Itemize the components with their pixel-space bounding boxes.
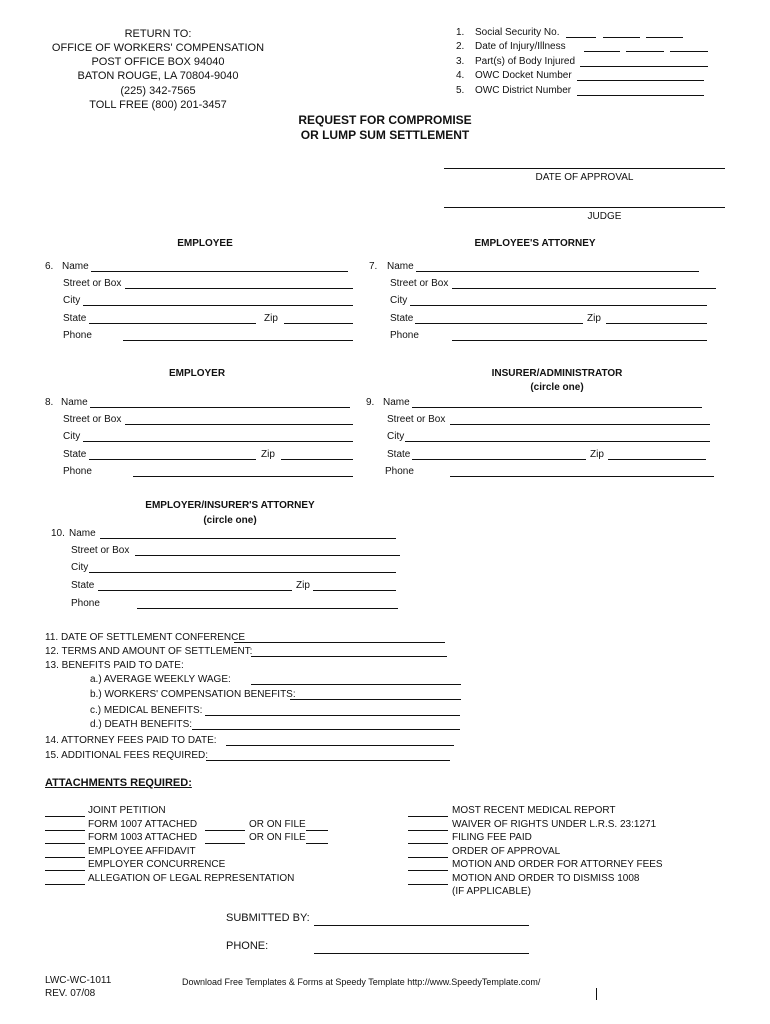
employee-attorney-city-field[interactable] (410, 305, 707, 306)
name-label: Name (61, 397, 88, 408)
injury-year-field[interactable] (670, 51, 708, 52)
benefits-paid-label: 13. BENEFITS PAID TO DATE: (45, 660, 184, 671)
field-num: 8. (45, 397, 54, 408)
toll-free-phone: TOLL FREE (800) 201-3457 (89, 99, 227, 111)
form-title-line1: REQUEST FOR COMPROMISE (298, 113, 472, 127)
body-parts-label: Part(s) of Body Injured (475, 56, 576, 67)
settlement-conference-label: 11. DATE OF SETTLEMENT CONFERENCE (45, 632, 246, 643)
field-num: 6. (45, 261, 54, 272)
city-state-zip: BATON ROUGE, LA 70804-9040 (77, 70, 239, 82)
insurer-phone-field[interactable] (450, 476, 714, 477)
attachment-label: EMPLOYEE AFFIDAVIT (88, 846, 196, 857)
state-label: State (63, 313, 87, 324)
zip-label: Zip (587, 313, 601, 324)
attachment-check-field[interactable] (45, 884, 85, 885)
attachment-check-field[interactable] (45, 857, 85, 858)
employee-attorney-heading: EMPLOYEE'S ATTORNEY (474, 238, 596, 249)
office-name: OFFICE OF WORKERS' COMPENSATION (51, 42, 265, 54)
attachment-label: WAIVER OF RIGHTS UNDER L.R.S. 23:1271 (452, 819, 657, 830)
attachment-check-field[interactable] (408, 884, 448, 885)
attachment-label: FORM 1007 ATTACHED (88, 819, 198, 830)
po-box: POST OFFICE BOX 94040 (91, 56, 225, 68)
phone-label: Phone (385, 466, 414, 477)
attachment-check-field[interactable] (408, 843, 448, 844)
attachment-label: FILING FEE PAID (452, 832, 532, 843)
ssn-field-3[interactable] (646, 37, 683, 38)
date-of-approval-field[interactable] (444, 168, 725, 169)
settlement-terms-field[interactable] (251, 656, 447, 657)
phone-label: Phone (71, 598, 100, 609)
attachment-check-field[interactable] (45, 830, 85, 831)
employer-attorney-circle-one: (circle one) (203, 515, 257, 526)
field-num: 10. (51, 528, 65, 539)
employee-city-field[interactable] (83, 305, 353, 306)
insurer-state-field[interactable] (412, 459, 586, 460)
city-label: City (63, 295, 81, 306)
on-file-label: OR ON FILE (249, 819, 306, 830)
employer-attorney-city-field[interactable] (89, 572, 396, 573)
district-number-label: OWC District Number (475, 85, 572, 96)
submitted-by-field[interactable] (314, 925, 529, 926)
field-num: 2. (456, 41, 465, 52)
street-label: Street or Box (63, 414, 122, 425)
weekly-wage-label: a.) AVERAGE WEEKLY WAGE: (90, 674, 231, 685)
additional-fees-field[interactable] (206, 760, 450, 761)
state-label: State (63, 449, 87, 460)
zip-label: Zip (590, 449, 604, 460)
state-label: State (390, 313, 414, 324)
employee-attorney-street-field[interactable] (452, 288, 716, 289)
field-num: 7. (369, 261, 378, 272)
attachment-check-field[interactable] (45, 816, 85, 817)
attachment-label: EMPLOYER CONCURRENCE (88, 859, 226, 870)
on-file-check-field[interactable] (306, 843, 328, 844)
injury-day-field[interactable] (626, 51, 664, 52)
field-num: 9. (366, 397, 375, 408)
wc-benefits-label: b.) WORKERS' COMPENSATION BENEFITS: (90, 689, 296, 700)
on-file-label: OR ON FILE (249, 832, 306, 843)
form-title-line2: OR LUMP SUM SETTLEMENT (300, 128, 470, 142)
settlement-conference-field[interactable] (234, 642, 445, 643)
name-label: Name (69, 528, 96, 539)
ssn-field-1[interactable] (566, 37, 596, 38)
state-label: State (387, 449, 411, 460)
docket-number-label: OWC Docket Number (475, 70, 572, 81)
employer-zip-field[interactable] (281, 459, 353, 460)
wc-benefits-field[interactable] (290, 699, 461, 700)
employee-name-field[interactable] (91, 271, 348, 272)
phone-label: Phone (63, 330, 92, 341)
attachment-check-field[interactable] (45, 870, 85, 871)
name-label: Name (62, 261, 89, 272)
form-revision: REV. 07/08 (45, 988, 96, 999)
phone-label: Phone (390, 330, 419, 341)
street-label: Street or Box (63, 278, 122, 289)
medical-benefits-field[interactable] (205, 715, 460, 716)
additional-fees-label: 15. ADDITIONAL FEES REQUIRED: (45, 750, 209, 761)
return-to-label: RETURN TO: (124, 28, 192, 40)
attachment-note: (IF APPLICABLE) (452, 886, 531, 897)
employer-attorney-street-field[interactable] (135, 555, 400, 556)
attorney-fees-label: 14. ATTORNEY FEES PAID TO DATE: (45, 735, 217, 746)
employee-state-field[interactable] (89, 323, 256, 324)
ssn-field-2[interactable] (603, 37, 640, 38)
attachment-label: ORDER OF APPROVAL (452, 846, 561, 857)
attachment-label: MOTION AND ORDER FOR ATTORNEY FEES (452, 859, 663, 870)
attachment-label: FORM 1003 ATTACHED (88, 832, 198, 843)
settlement-terms-label: 12. TERMS AND AMOUNT OF SETTLEMENT: (45, 646, 253, 657)
attorney-fees-field[interactable] (226, 745, 454, 746)
insurer-street-field[interactable] (450, 424, 710, 425)
employer-state-field[interactable] (89, 459, 256, 460)
injury-month-field[interactable] (584, 51, 620, 52)
judge-label: JUDGE (587, 211, 622, 222)
employer-name-field[interactable] (90, 407, 350, 408)
employer-attorney-state-field[interactable] (98, 590, 292, 591)
judge-signature-field[interactable] (444, 207, 725, 208)
insurer-circle-one: (circle one) (530, 382, 584, 393)
employer-attorney-heading: EMPLOYER/INSURER'S ATTORNEY (145, 500, 315, 511)
city-label: City (63, 431, 81, 442)
employee-attorney-phone-field[interactable] (452, 340, 707, 341)
attachment-check-field[interactable] (408, 857, 448, 858)
employee-attorney-zip-field[interactable] (606, 323, 707, 324)
page-edge-mark (596, 988, 597, 1000)
on-file-check-field[interactable] (306, 830, 328, 831)
death-benefits-field[interactable] (192, 729, 460, 730)
street-label: Street or Box (387, 414, 446, 425)
attachment-check-field[interactable] (408, 830, 448, 831)
employer-phone-field[interactable] (133, 476, 353, 477)
employee-zip-field[interactable] (284, 323, 353, 324)
date-of-approval-label: DATE OF APPROVAL (535, 172, 634, 183)
insurer-heading: INSURER/ADMINISTRATOR (491, 368, 623, 379)
field-num: 5. (456, 85, 465, 96)
attachment-label: MOST RECENT MEDICAL REPORT (452, 805, 616, 816)
submitter-phone-field[interactable] (314, 953, 529, 954)
medical-benefits-label: c.) MEDICAL BENEFITS: (90, 705, 203, 716)
attachment-check-field[interactable] (408, 816, 448, 817)
weekly-wage-field[interactable] (251, 684, 461, 685)
form-id: LWC-WC-1011 (45, 975, 112, 986)
employee-attorney-state-field[interactable] (415, 323, 583, 324)
insurer-name-field[interactable] (412, 407, 702, 408)
employee-street-field[interactable] (125, 288, 353, 289)
injury-date-label: Date of Injury/Illness (475, 41, 566, 52)
employer-attorney-zip-field[interactable] (313, 590, 396, 591)
submitter-phone-label: PHONE: (226, 940, 269, 952)
office-phone: (225) 342-7565 (120, 85, 196, 97)
insurer-city-field[interactable] (405, 441, 710, 442)
attachment-check-field[interactable] (45, 843, 85, 844)
zip-label: Zip (261, 449, 275, 460)
attachments-heading: ATTACHMENTS REQUIRED: (45, 777, 192, 789)
attachment-label: JOINT PETITION (88, 805, 166, 816)
street-label: Street or Box (390, 278, 449, 289)
state-label: State (71, 580, 95, 591)
zip-label: Zip (296, 580, 310, 591)
employer-city-field[interactable] (83, 441, 353, 442)
zip-label: Zip (264, 313, 278, 324)
district-number-field[interactable] (577, 95, 704, 96)
ssn-label: Social Security No. (475, 27, 560, 38)
field-num: 3. (456, 56, 465, 67)
body-parts-field[interactable] (580, 66, 708, 67)
employer-heading: EMPLOYER (168, 368, 226, 379)
city-label: City (387, 431, 405, 442)
employer-attorney-phone-field[interactable] (137, 608, 398, 609)
name-label: Name (387, 261, 414, 272)
download-notice: Download Free Templates & Forms at Speedy Template http://www.SpeedyTemplate.com/ (182, 977, 541, 987)
city-label: City (71, 562, 89, 573)
on-file-check-field[interactable] (205, 830, 245, 831)
attachment-label: ALLEGATION OF LEGAL REPRESENTATION (88, 873, 295, 884)
city-label: City (390, 295, 408, 306)
attachment-label: MOTION AND ORDER TO DISMISS 1008 (452, 873, 640, 884)
employee-attorney-name-field[interactable] (416, 271, 699, 272)
insurer-zip-field[interactable] (608, 459, 706, 460)
submitted-by-label: SUBMITTED BY: (226, 912, 310, 924)
attachment-check-field[interactable] (408, 870, 448, 871)
on-file-check-field[interactable] (205, 843, 245, 844)
death-benefits-label: d.) DEATH BENEFITS: (90, 719, 193, 730)
docket-number-field[interactable] (577, 80, 704, 81)
employer-street-field[interactable] (125, 424, 353, 425)
street-label: Street or Box (71, 545, 130, 556)
employee-phone-field[interactable] (123, 340, 353, 341)
field-num: 1. (456, 27, 465, 38)
phone-label: Phone (63, 466, 92, 477)
employer-attorney-name-field[interactable] (100, 538, 396, 539)
employee-heading: EMPLOYEE (177, 238, 233, 249)
name-label: Name (383, 397, 410, 408)
field-num: 4. (456, 70, 465, 81)
